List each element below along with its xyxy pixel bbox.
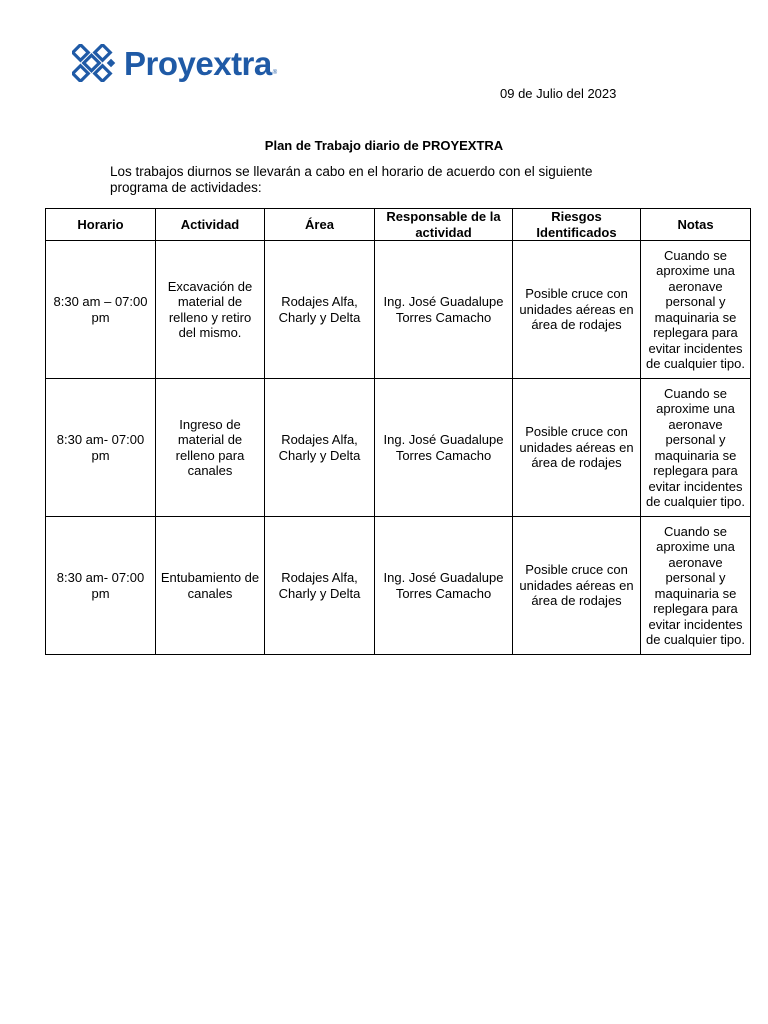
cell-area: Rodajes Alfa, Charly y Delta bbox=[265, 379, 375, 517]
cell-riesgos: Posible cruce con unidades aéreas en área de rodajes bbox=[513, 241, 641, 379]
table-header-row bbox=[46, 209, 751, 241]
cell-notas: Cuando se aproxime una aeronave personal y maquinaria se replegara para evitar incidentes de cualquier tipo. bbox=[641, 379, 751, 517]
document-title: Plan de Trabajo diario de PROYEXTRA bbox=[264, 138, 504, 153]
intro-paragraph: Los trabajos diurnos se llevarán a cabo en el horario de acuerdo con el siguiente programa de actividades: bbox=[110, 164, 593, 195]
logo-wordmark: Proyextra bbox=[124, 44, 272, 82]
table-row bbox=[46, 517, 751, 655]
header-notas: Notas bbox=[641, 209, 751, 241]
cell-riesgos: Posible cruce con unidades aéreas en área de rodajes bbox=[513, 379, 641, 517]
proyextra-logo-mark-icon bbox=[72, 44, 118, 82]
cell-notas: Cuando se aproxime una aeronave personal y maquinaria se replegara para evitar incidentes de cualquier tipo. bbox=[641, 517, 751, 655]
cell-responsable: Ing. José Guadalupe Torres Camacho bbox=[375, 379, 513, 517]
cell-area: Rodajes Alfa, Charly y Delta bbox=[265, 241, 375, 379]
document-date: 09 de Julio del 2023 bbox=[500, 86, 617, 101]
cell-actividad: Ingreso de material de relleno para canales bbox=[156, 379, 265, 517]
header-horario: Horario bbox=[46, 209, 156, 241]
proyextra-logo bbox=[72, 44, 277, 82]
cell-actividad: Excavación de material de relleno y retiro del mismo. bbox=[156, 241, 265, 379]
cell-horario: 8:30 am- 07:00 pm bbox=[46, 517, 156, 655]
cell-responsable: Ing. José Guadalupe Torres Camacho bbox=[375, 517, 513, 655]
cell-horario: 8:30 am- 07:00 pm bbox=[46, 379, 156, 517]
header-riesgos: Riesgos Identificados bbox=[513, 209, 641, 241]
cell-riesgos: Posible cruce con unidades aéreas en área de rodajes bbox=[513, 517, 641, 655]
header-area: Área bbox=[265, 209, 375, 241]
cell-notas: Cuando se aproxime una aeronave personal y maquinaria se replegara para evitar incidentes de cualquier tipo. bbox=[641, 241, 751, 379]
registered-mark: ® bbox=[272, 70, 278, 76]
header-actividad: Actividad bbox=[156, 209, 265, 241]
table-row bbox=[46, 241, 751, 379]
cell-responsable: Ing. José Guadalupe Torres Camacho bbox=[375, 241, 513, 379]
cell-actividad: Entubamiento de canales bbox=[156, 517, 265, 655]
work-plan-table bbox=[45, 208, 751, 655]
cell-area: Rodajes Alfa, Charly y Delta bbox=[265, 517, 375, 655]
table-row bbox=[46, 379, 751, 517]
header-responsable: Responsable de la actividad bbox=[375, 209, 513, 241]
cell-horario: 8:30 am – 07:00 pm bbox=[46, 241, 156, 379]
